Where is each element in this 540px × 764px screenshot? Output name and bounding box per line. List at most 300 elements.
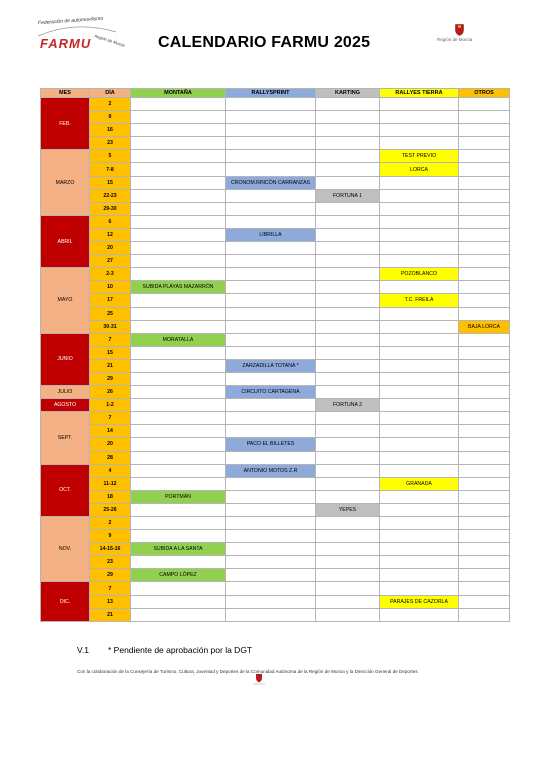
empty-cell	[380, 399, 459, 412]
empty-cell	[226, 503, 316, 516]
table-row	[41, 595, 510, 608]
day-cell: 29-30	[90, 202, 131, 215]
empty-cell	[131, 517, 226, 530]
empty-cell	[131, 111, 226, 124]
event-rallyes-tierra: T.C. FREILA	[380, 294, 459, 307]
table-row	[41, 307, 510, 320]
empty-cell	[226, 242, 316, 255]
day-cell: 14-15-16	[90, 543, 131, 556]
empty-cell	[459, 582, 510, 595]
empty-cell	[380, 255, 459, 268]
empty-cell	[131, 438, 226, 451]
empty-cell	[131, 530, 226, 543]
empty-cell	[380, 189, 459, 202]
empty-cell	[380, 517, 459, 530]
empty-cell	[226, 137, 316, 150]
empty-cell	[316, 451, 380, 464]
day-cell: 23	[90, 556, 131, 569]
empty-cell	[131, 556, 226, 569]
empty-cell	[380, 608, 459, 621]
empty-cell	[226, 255, 316, 268]
empty-cell	[316, 425, 380, 438]
empty-cell	[459, 451, 510, 464]
empty-cell	[226, 202, 316, 215]
month-cell: ABRIL	[41, 215, 90, 267]
farmu-logo	[36, 15, 126, 54]
empty-cell	[226, 490, 316, 503]
empty-cell	[380, 242, 459, 255]
empty-cell	[131, 359, 226, 372]
day-cell: 11-12	[90, 477, 131, 490]
empty-cell	[380, 490, 459, 503]
empty-cell	[226, 124, 316, 137]
column-header-dia: DÍA	[90, 89, 131, 98]
day-cell: 21	[90, 359, 131, 372]
column-header-montana: MONTAÑA	[131, 89, 226, 98]
table-row	[41, 386, 510, 399]
empty-cell	[316, 359, 380, 372]
empty-cell	[131, 294, 226, 307]
empty-cell	[226, 111, 316, 124]
empty-cell	[226, 268, 316, 281]
day-cell: 5	[90, 150, 131, 163]
empty-cell	[459, 399, 510, 412]
empty-cell	[226, 556, 316, 569]
empty-cell	[226, 346, 316, 359]
empty-cell	[131, 412, 226, 425]
table-row	[41, 150, 510, 163]
empty-cell	[131, 386, 226, 399]
empty-cell	[226, 333, 316, 346]
event-karting: FORTUNA 1	[316, 189, 380, 202]
day-cell: 28	[90, 451, 131, 464]
empty-cell	[380, 438, 459, 451]
day-cell: 12	[90, 228, 131, 241]
empty-cell	[131, 399, 226, 412]
empty-cell	[459, 490, 510, 503]
empty-cell	[226, 150, 316, 163]
empty-cell	[459, 556, 510, 569]
empty-cell	[316, 98, 380, 111]
empty-cell	[380, 137, 459, 150]
day-cell: 9	[90, 111, 131, 124]
empty-cell	[131, 582, 226, 595]
table-row	[41, 608, 510, 621]
empty-cell	[131, 98, 226, 111]
column-header-karting: KARTING	[316, 89, 380, 98]
event-montana: MORATALLA	[131, 333, 226, 346]
table-row	[41, 464, 510, 477]
table-row	[41, 215, 510, 228]
empty-cell	[459, 464, 510, 477]
empty-cell	[380, 412, 459, 425]
table-row	[41, 137, 510, 150]
month-cell: JULIO	[41, 386, 90, 399]
empty-cell	[226, 320, 316, 333]
empty-cell	[131, 503, 226, 516]
day-cell: 15	[90, 176, 131, 189]
empty-cell	[380, 176, 459, 189]
logo-arc-text: Federación de automovilismo	[37, 15, 104, 27]
day-cell: 1-2	[90, 399, 131, 412]
empty-cell	[226, 98, 316, 111]
empty-cell	[131, 320, 226, 333]
empty-cell	[316, 556, 380, 569]
table-row	[41, 98, 510, 111]
table-row	[41, 399, 510, 412]
day-cell: 30-31	[90, 320, 131, 333]
empty-cell	[131, 477, 226, 490]
table-row	[41, 333, 510, 346]
empty-cell	[380, 569, 459, 582]
empty-cell	[316, 543, 380, 556]
empty-cell	[459, 215, 510, 228]
empty-cell	[380, 425, 459, 438]
table-row	[41, 543, 510, 556]
table-row	[41, 556, 510, 569]
day-cell: 18	[90, 490, 131, 503]
empty-cell	[380, 98, 459, 111]
month-cell: MARZO	[41, 150, 90, 215]
empty-cell	[459, 281, 510, 294]
empty-cell	[131, 137, 226, 150]
month-cell: MAYO	[41, 268, 90, 333]
empty-cell	[459, 438, 510, 451]
empty-cell	[316, 438, 380, 451]
table-row	[41, 281, 510, 294]
empty-cell	[316, 215, 380, 228]
column-header-mes: MES	[41, 89, 90, 98]
empty-cell	[459, 124, 510, 137]
table-row	[41, 163, 510, 176]
day-cell: 27	[90, 255, 131, 268]
event-rallysprint: CRONOM.RINCÓN CARRANZAS	[226, 176, 316, 189]
month-cell: AGOSTO	[41, 399, 90, 412]
empty-cell	[131, 163, 226, 176]
day-cell: 29	[90, 372, 131, 385]
day-cell: 7-8	[90, 163, 131, 176]
empty-cell	[459, 372, 510, 385]
empty-cell	[226, 477, 316, 490]
empty-cell	[380, 281, 459, 294]
day-cell: 7	[90, 582, 131, 595]
empty-cell	[380, 464, 459, 477]
day-cell: 15	[90, 346, 131, 359]
empty-cell	[316, 255, 380, 268]
day-cell: 14	[90, 425, 131, 438]
empty-cell	[459, 412, 510, 425]
event-montana: PORTMÁN	[131, 490, 226, 503]
logo-sub-text: Región de Murcia	[93, 33, 126, 48]
empty-cell	[316, 530, 380, 543]
table-row	[41, 582, 510, 595]
empty-cell	[459, 98, 510, 111]
day-cell: 6	[90, 215, 131, 228]
day-cell: 26	[90, 386, 131, 399]
table-row	[41, 124, 510, 137]
day-cell: 29	[90, 569, 131, 582]
empty-cell	[131, 464, 226, 477]
empty-cell	[131, 189, 226, 202]
empty-cell	[380, 228, 459, 241]
empty-cell	[131, 150, 226, 163]
empty-cell	[316, 137, 380, 150]
empty-cell	[380, 111, 459, 124]
table-row	[41, 530, 510, 543]
dgt-note: * Pendiente de aprobación por la DGT	[108, 645, 253, 655]
empty-cell	[459, 595, 510, 608]
day-cell: 7	[90, 412, 131, 425]
day-cell: 21	[90, 608, 131, 621]
day-cell: 2-3	[90, 268, 131, 281]
empty-cell	[316, 176, 380, 189]
empty-cell	[459, 333, 510, 346]
empty-cell	[380, 215, 459, 228]
empty-cell	[226, 569, 316, 582]
day-cell: 13	[90, 595, 131, 608]
empty-cell	[131, 346, 226, 359]
version-label: V.1	[77, 645, 89, 655]
empty-cell	[226, 582, 316, 595]
page-title: CALENDARIO FARMU 2025	[158, 34, 371, 51]
empty-cell	[380, 346, 459, 359]
day-cell: 17	[90, 294, 131, 307]
empty-cell	[380, 386, 459, 399]
empty-cell	[226, 412, 316, 425]
table-row	[41, 477, 510, 490]
empty-cell	[316, 320, 380, 333]
event-rallysprint: LIBRILLA	[226, 228, 316, 241]
table-row	[41, 359, 510, 372]
collaboration-text: Con la colaboración de la Consejería de Turismo, Cultura, Juventud y Deportes de la Comunidad Autónoma de la Región de Murcia y la Dirección General de Deportes	[77, 669, 418, 674]
region-shield-icon	[455, 24, 464, 36]
empty-cell	[459, 543, 510, 556]
logo-word: FARMU	[40, 36, 92, 51]
day-cell: 20	[90, 242, 131, 255]
empty-cell	[316, 333, 380, 346]
day-cell: 2	[90, 98, 131, 111]
empty-cell	[131, 425, 226, 438]
empty-cell	[459, 569, 510, 582]
empty-cell	[316, 163, 380, 176]
event-karting: YEPES	[316, 503, 380, 516]
event-montana: SUBIDA A LA SANTA	[131, 543, 226, 556]
day-cell: 23	[90, 137, 131, 150]
event-otros: BAJA LORCA	[459, 320, 510, 333]
column-header-rallyes-tierra: RALLYES TIERRA	[380, 89, 459, 98]
table-row	[41, 202, 510, 215]
empty-cell	[316, 517, 380, 530]
table-row	[41, 412, 510, 425]
empty-cell	[380, 556, 459, 569]
empty-cell	[380, 320, 459, 333]
empty-cell	[459, 477, 510, 490]
month-cell: SEPT.	[41, 412, 90, 464]
empty-cell	[380, 530, 459, 543]
month-cell: FEB.	[41, 98, 90, 150]
empty-cell	[226, 294, 316, 307]
empty-cell	[459, 111, 510, 124]
empty-cell	[459, 202, 510, 215]
empty-cell	[226, 215, 316, 228]
empty-cell	[316, 281, 380, 294]
table-row	[41, 517, 510, 530]
calendar-table	[40, 88, 510, 622]
day-cell: 25	[90, 307, 131, 320]
empty-cell	[380, 372, 459, 385]
empty-cell	[226, 530, 316, 543]
empty-cell	[380, 503, 459, 516]
empty-cell	[226, 517, 316, 530]
empty-cell	[226, 281, 316, 294]
day-cell: 10	[90, 281, 131, 294]
empty-cell	[459, 242, 510, 255]
table-row	[41, 111, 510, 124]
empty-cell	[380, 124, 459, 137]
empty-cell	[316, 477, 380, 490]
event-rallyes-tierra: POZOBLANCO	[380, 268, 459, 281]
event-rallyes-tierra: PARAJES DE CAZORLA	[380, 595, 459, 608]
table-row	[41, 569, 510, 582]
empty-cell	[459, 137, 510, 150]
empty-cell	[316, 307, 380, 320]
empty-cell	[131, 124, 226, 137]
day-cell: 20	[90, 438, 131, 451]
empty-cell	[131, 595, 226, 608]
empty-cell	[316, 386, 380, 399]
empty-cell	[459, 268, 510, 281]
empty-cell	[316, 608, 380, 621]
table-row	[41, 372, 510, 385]
empty-cell	[226, 608, 316, 621]
empty-cell	[226, 189, 316, 202]
table-row	[41, 268, 510, 281]
empty-cell	[459, 608, 510, 621]
empty-cell	[459, 294, 510, 307]
table-row	[41, 320, 510, 333]
day-cell: 16	[90, 124, 131, 137]
empty-cell	[459, 386, 510, 399]
month-cell: NOV.	[41, 517, 90, 582]
empty-cell	[226, 595, 316, 608]
empty-cell	[131, 372, 226, 385]
empty-cell	[316, 464, 380, 477]
footer-region-shield-icon	[249, 673, 269, 685]
month-cell: JUNIO	[41, 333, 90, 385]
empty-cell	[459, 425, 510, 438]
month-cell: OCT.	[41, 464, 90, 516]
event-rallyes-tierra: GRANADA	[380, 477, 459, 490]
empty-cell	[380, 307, 459, 320]
empty-cell	[131, 608, 226, 621]
empty-cell	[459, 163, 510, 176]
empty-cell	[459, 228, 510, 241]
empty-cell	[316, 124, 380, 137]
table-row	[41, 503, 510, 516]
empty-cell	[316, 294, 380, 307]
event-rallysprint: CIRCUITO CARTAGENA	[226, 386, 316, 399]
event-montana: CAMPO LÓPEZ	[131, 569, 226, 582]
empty-cell	[380, 451, 459, 464]
day-cell: 25-26	[90, 503, 131, 516]
empty-cell	[316, 595, 380, 608]
empty-cell	[316, 242, 380, 255]
empty-cell	[226, 163, 316, 176]
event-rallyes-tierra: LORCA	[380, 163, 459, 176]
event-karting: FORTUNA 2	[316, 399, 380, 412]
empty-cell	[459, 530, 510, 543]
region-murcia-logo	[437, 24, 495, 46]
day-cell: 22-23	[90, 189, 131, 202]
table-row	[41, 346, 510, 359]
empty-cell	[316, 268, 380, 281]
empty-cell	[131, 451, 226, 464]
empty-cell	[380, 202, 459, 215]
empty-cell	[316, 346, 380, 359]
empty-cell	[226, 543, 316, 556]
day-cell: 2	[90, 517, 131, 530]
column-header-otros: OTROS	[459, 89, 510, 98]
empty-cell	[131, 228, 226, 241]
empty-cell	[316, 569, 380, 582]
empty-cell	[226, 425, 316, 438]
empty-cell	[459, 307, 510, 320]
empty-cell	[459, 359, 510, 372]
table-row	[41, 176, 510, 189]
empty-cell	[459, 517, 510, 530]
event-rallysprint: ANTONIO MOTOS Z.R	[226, 464, 316, 477]
table-row	[41, 490, 510, 503]
empty-cell	[316, 582, 380, 595]
empty-cell	[459, 255, 510, 268]
empty-cell	[131, 268, 226, 281]
empty-cell	[459, 503, 510, 516]
day-cell: 4	[90, 464, 131, 477]
table-row	[41, 189, 510, 202]
empty-cell	[316, 111, 380, 124]
day-cell: 9	[90, 530, 131, 543]
empty-cell	[316, 412, 380, 425]
table-row	[41, 425, 510, 438]
table-row	[41, 451, 510, 464]
empty-cell	[226, 451, 316, 464]
empty-cell	[131, 307, 226, 320]
empty-cell	[459, 150, 510, 163]
empty-cell	[380, 543, 459, 556]
table-row	[41, 255, 510, 268]
empty-cell	[316, 490, 380, 503]
region-text: Región de Murcia	[437, 37, 473, 42]
empty-cell	[380, 359, 459, 372]
event-rallysprint: ZARZADILLA TOTANA *	[226, 359, 316, 372]
event-montana: SUBIDA PLAYAS MAZARRÓN	[131, 281, 226, 294]
empty-cell	[459, 189, 510, 202]
table-row	[41, 242, 510, 255]
empty-cell	[459, 176, 510, 189]
empty-cell	[226, 399, 316, 412]
table-row	[41, 438, 510, 451]
empty-cell	[226, 372, 316, 385]
empty-cell	[316, 372, 380, 385]
empty-cell	[131, 242, 226, 255]
empty-cell	[380, 582, 459, 595]
month-cell: DIC.	[41, 582, 90, 621]
event-rallyes-tierra: TEST PREVIO	[380, 150, 459, 163]
empty-cell	[316, 150, 380, 163]
event-rallysprint: PACO EL BILLETES	[226, 438, 316, 451]
table-header-row	[41, 89, 510, 98]
empty-cell	[316, 228, 380, 241]
